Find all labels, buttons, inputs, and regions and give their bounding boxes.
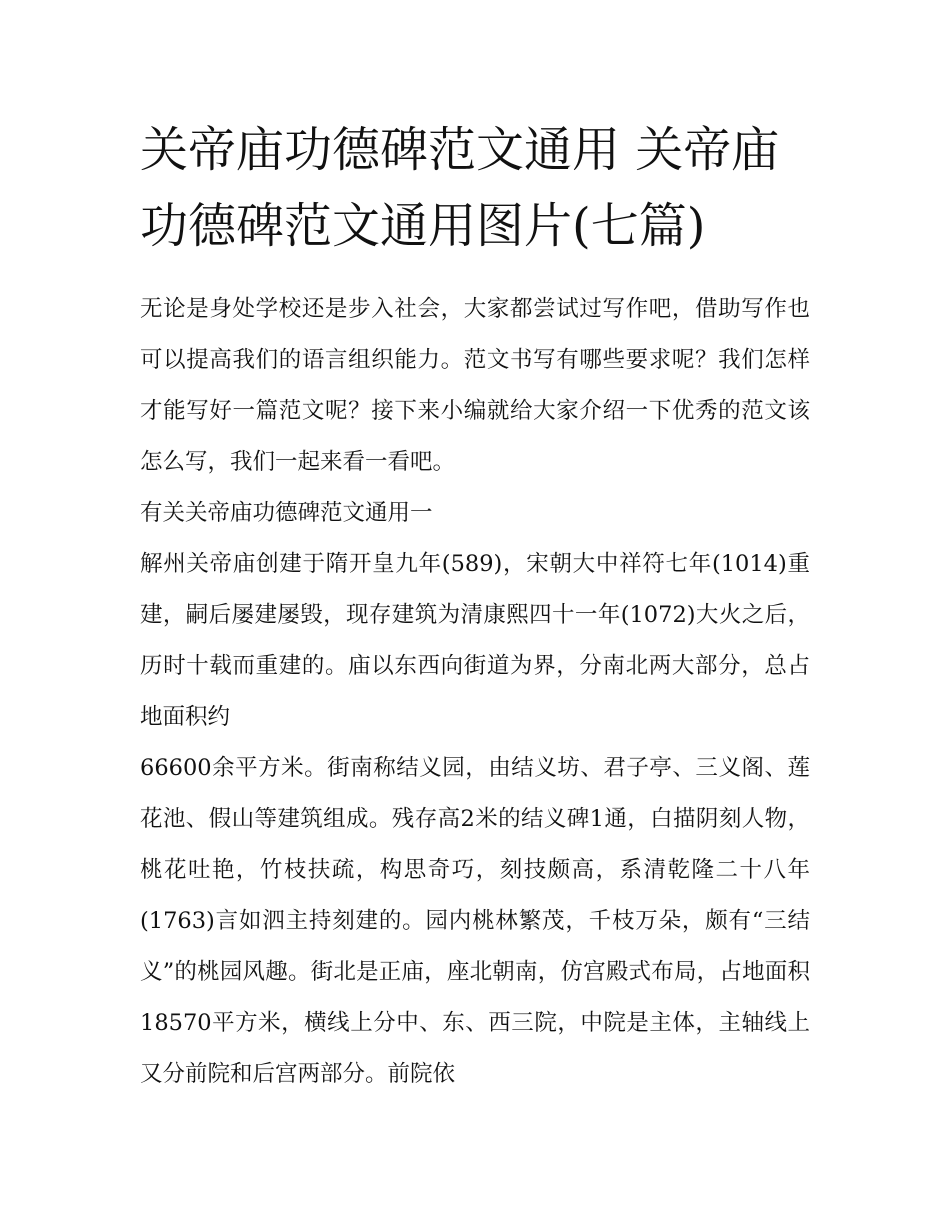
document-page [140, 112, 810, 1100]
intro-paragraph: 无论是身处学校还是步入社会，大家都尝试过写作吧，借助写作也可以提高我们的语言组织能力。范文书写有哪些要求呢？我们怎样才能写好一篇范文呢？接下来小编就给大家介绍一下优秀的范文该怎么写，我们一起来看一看吧。 [140, 296, 810, 475]
section-heading: 有关关帝庙功德碑范文通用一 [140, 500, 433, 526]
document-title: 关帝庙功德碑范文通用 关帝庙功德碑范文通用图片(七篇) [140, 122, 780, 254]
body-paragraph-1: 解州关帝庙创建于隋开皇九年(589)，宋朝大中祥符七年(1014)重建，嗣后屡建屡毁，现存建筑为清康熙四十一年(1072)大火之后，历时十载而重建的。庙以东西向街道为界，分南北两大部分，总占地面积约 [140, 551, 810, 730]
body-paragraph-2: 66600余平方米。街南称结义园，由结义坊、君子亭、三义阁、莲花池、假山等建筑组成。残存高2米的结义碑1通，白描阴刻人物，桃花吐艳，竹枝扶疏，构思奇巧，刻技颇高，系清乾隆二十八年(1763)言如泗主持刻建的。园内桃林繁茂，千枝万朵，颇有“三结义”的桃园风趣。街北是正庙，座北朝南，仿宫殿式布局，占地面积18570平方米，横线上分中、东、西三院，中院是主体，主轴线上又分前院和后宫两部分。前院依 [140, 755, 810, 1087]
